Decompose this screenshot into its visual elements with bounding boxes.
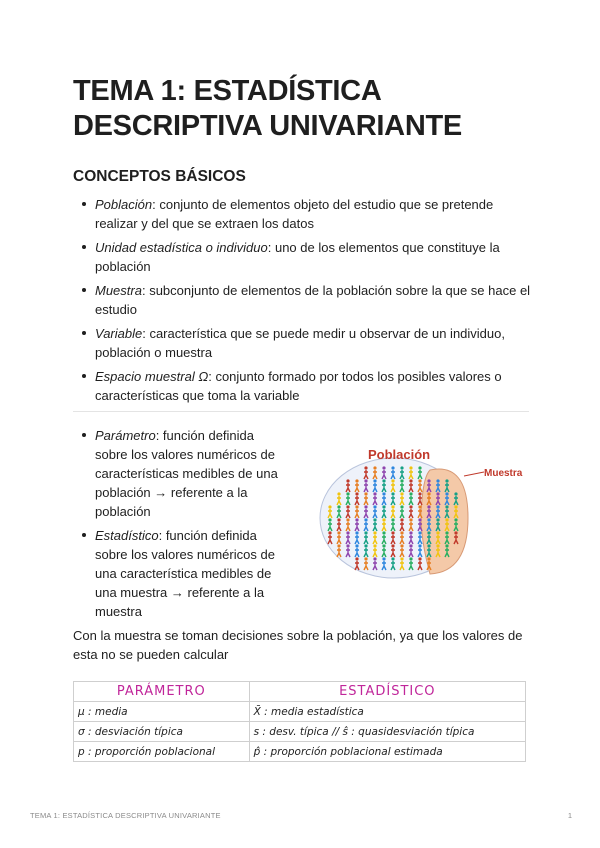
person-head-icon bbox=[418, 466, 421, 469]
person-head-icon bbox=[436, 531, 439, 534]
person-head-icon bbox=[373, 466, 376, 469]
table-row bbox=[74, 722, 526, 742]
person-head-icon bbox=[418, 479, 421, 482]
person-head-icon bbox=[337, 544, 340, 547]
person-head-icon bbox=[346, 505, 349, 508]
person-head-icon bbox=[364, 479, 367, 482]
person-head-icon bbox=[454, 492, 457, 495]
person-head-icon bbox=[337, 505, 340, 508]
list-item: Espacio muestral Ω: conjunto formado por todos los posibles valores o características que toma la variable bbox=[73, 367, 533, 405]
person-head-icon bbox=[409, 505, 412, 508]
list-item: Población: conjunto de elementos objeto del estudio que se pretende realizar y del que se extraen los datos bbox=[73, 195, 533, 233]
person-head-icon bbox=[382, 544, 385, 547]
person-head-icon bbox=[382, 479, 385, 482]
person-head-icon bbox=[346, 492, 349, 495]
person-head-icon bbox=[355, 505, 358, 508]
person-head-icon bbox=[400, 557, 403, 560]
person-head-icon bbox=[364, 557, 367, 560]
person-head-icon bbox=[364, 466, 367, 469]
person-head-icon bbox=[382, 531, 385, 534]
footer-title: TEMA 1: ESTADÍSTICA DESCRIPTIVA UNIVARIANTE bbox=[30, 811, 221, 820]
person-head-icon bbox=[391, 544, 394, 547]
person-head-icon bbox=[355, 531, 358, 534]
person-head-icon bbox=[436, 492, 439, 495]
person-head-icon bbox=[418, 518, 421, 521]
table-cell: s : desv. típica // ŝ : quasidesviación típica bbox=[249, 722, 525, 742]
list-item: Estadístico: función definida sobre los valores numéricos de una característica medibles de una muestra → referente a la muestra bbox=[73, 526, 288, 621]
person-head-icon bbox=[400, 479, 403, 482]
person-head-icon bbox=[382, 466, 385, 469]
person-head-icon bbox=[454, 531, 457, 534]
definitions-list bbox=[73, 426, 288, 626]
person-head-icon bbox=[355, 492, 358, 495]
sample-label: Muestra bbox=[484, 468, 523, 479]
table-cell: σ : desviación típica bbox=[74, 722, 250, 742]
person-head-icon bbox=[427, 492, 430, 495]
person-head-icon bbox=[400, 505, 403, 508]
person-head-icon bbox=[373, 531, 376, 534]
person-head-icon bbox=[436, 544, 439, 547]
concepts-list bbox=[73, 195, 533, 410]
person-head-icon bbox=[373, 544, 376, 547]
person-head-icon bbox=[400, 492, 403, 495]
table-cell: X̄ : media estadística bbox=[249, 702, 525, 722]
person-head-icon bbox=[391, 518, 394, 521]
person-head-icon bbox=[337, 518, 340, 521]
table-cell: p : proporción poblacional bbox=[74, 742, 250, 762]
person-head-icon bbox=[364, 518, 367, 521]
page-number: 1 bbox=[567, 811, 572, 820]
divider bbox=[73, 411, 529, 412]
person-head-icon bbox=[454, 505, 457, 508]
person-head-icon bbox=[418, 557, 421, 560]
person-head-icon bbox=[373, 505, 376, 508]
person-head-icon bbox=[373, 557, 376, 560]
table-cell: p̂ : proporción poblacional estimada bbox=[249, 742, 525, 762]
table-header-estadistico: ESTADÍSTICO bbox=[249, 682, 525, 702]
person-head-icon bbox=[382, 518, 385, 521]
person-head-icon bbox=[364, 544, 367, 547]
note-paragraph: Con la muestra se toman decisiones sobre la población, ya que los valores de esta no se pueden calcular bbox=[73, 628, 523, 662]
person-head-icon bbox=[382, 492, 385, 495]
person-head-icon bbox=[418, 505, 421, 508]
person-head-icon bbox=[382, 557, 385, 560]
person-head-icon bbox=[328, 531, 331, 534]
person-head-icon bbox=[409, 518, 412, 521]
person-head-icon bbox=[355, 518, 358, 521]
person-head-icon bbox=[418, 531, 421, 534]
table-header-parametro: PARÁMETRO bbox=[74, 682, 250, 702]
person-head-icon bbox=[400, 466, 403, 469]
person-head-icon bbox=[427, 557, 430, 560]
person-head-icon bbox=[400, 544, 403, 547]
person-head-icon bbox=[391, 466, 394, 469]
person-head-icon bbox=[409, 544, 412, 547]
comparison-table bbox=[73, 681, 526, 762]
list-item: Parámetro: función definida sobre los valores numéricos de características medibles de una población → referente a la población bbox=[73, 426, 288, 521]
person-head-icon bbox=[355, 557, 358, 560]
person-head-icon bbox=[337, 492, 340, 495]
person-head-icon bbox=[337, 531, 340, 534]
person-head-icon bbox=[445, 544, 448, 547]
person-head-icon bbox=[436, 479, 439, 482]
table-cell: μ : media bbox=[74, 702, 250, 722]
person-head-icon bbox=[409, 492, 412, 495]
person-head-icon bbox=[328, 518, 331, 521]
person-head-icon bbox=[346, 479, 349, 482]
list-item: Muestra: subconjunto de elementos de la población sobre la que se hace el estudio bbox=[73, 281, 533, 319]
person-head-icon bbox=[454, 518, 457, 521]
person-head-icon bbox=[427, 479, 430, 482]
person-head-icon bbox=[427, 505, 430, 508]
person-head-icon bbox=[346, 518, 349, 521]
person-head-icon bbox=[409, 479, 412, 482]
person-head-icon bbox=[391, 479, 394, 482]
person-head-icon bbox=[445, 505, 448, 508]
person-head-icon bbox=[346, 544, 349, 547]
person-head-icon bbox=[391, 492, 394, 495]
table-row bbox=[74, 702, 526, 722]
person-head-icon bbox=[364, 505, 367, 508]
person-head-icon bbox=[427, 544, 430, 547]
person-head-icon bbox=[445, 479, 448, 482]
person-head-icon bbox=[436, 518, 439, 521]
person-head-icon bbox=[373, 492, 376, 495]
person-head-icon bbox=[418, 544, 421, 547]
person-head-icon bbox=[427, 531, 430, 534]
person-head-icon bbox=[364, 531, 367, 534]
person-head-icon bbox=[427, 518, 430, 521]
person-head-icon bbox=[391, 505, 394, 508]
person-head-icon bbox=[445, 518, 448, 521]
person-head-icon bbox=[409, 557, 412, 560]
section-heading: CONCEPTOS BÁSICOS bbox=[73, 168, 246, 185]
person-head-icon bbox=[409, 531, 412, 534]
person-head-icon bbox=[436, 505, 439, 508]
population-sample-illustration bbox=[318, 440, 532, 582]
person-head-icon bbox=[346, 531, 349, 534]
person-head-icon bbox=[391, 557, 394, 560]
person-head-icon bbox=[328, 505, 331, 508]
person-head-icon bbox=[409, 466, 412, 469]
population-label: Población bbox=[368, 447, 431, 462]
list-item: Variable: característica que se puede medir u observar de un individuo, población o muestra bbox=[73, 324, 533, 362]
person-head-icon bbox=[391, 531, 394, 534]
list-item: Unidad estadística o individuo: uno de los elementos que constituye la población bbox=[73, 238, 533, 276]
person-head-icon bbox=[445, 492, 448, 495]
person-head-icon bbox=[400, 518, 403, 521]
person-head-icon bbox=[445, 531, 448, 534]
person-head-icon bbox=[373, 518, 376, 521]
page-title: TEMA 1: ESTADÍSTICA DESCRIPTIVA UNIVARIANTE bbox=[73, 75, 462, 142]
person-head-icon bbox=[355, 544, 358, 547]
person-head-icon bbox=[418, 492, 421, 495]
table-row bbox=[74, 742, 526, 762]
person-head-icon bbox=[355, 479, 358, 482]
person-head-icon bbox=[382, 505, 385, 508]
person-head-icon bbox=[373, 479, 376, 482]
person-head-icon bbox=[400, 531, 403, 534]
person-head-icon bbox=[364, 492, 367, 495]
